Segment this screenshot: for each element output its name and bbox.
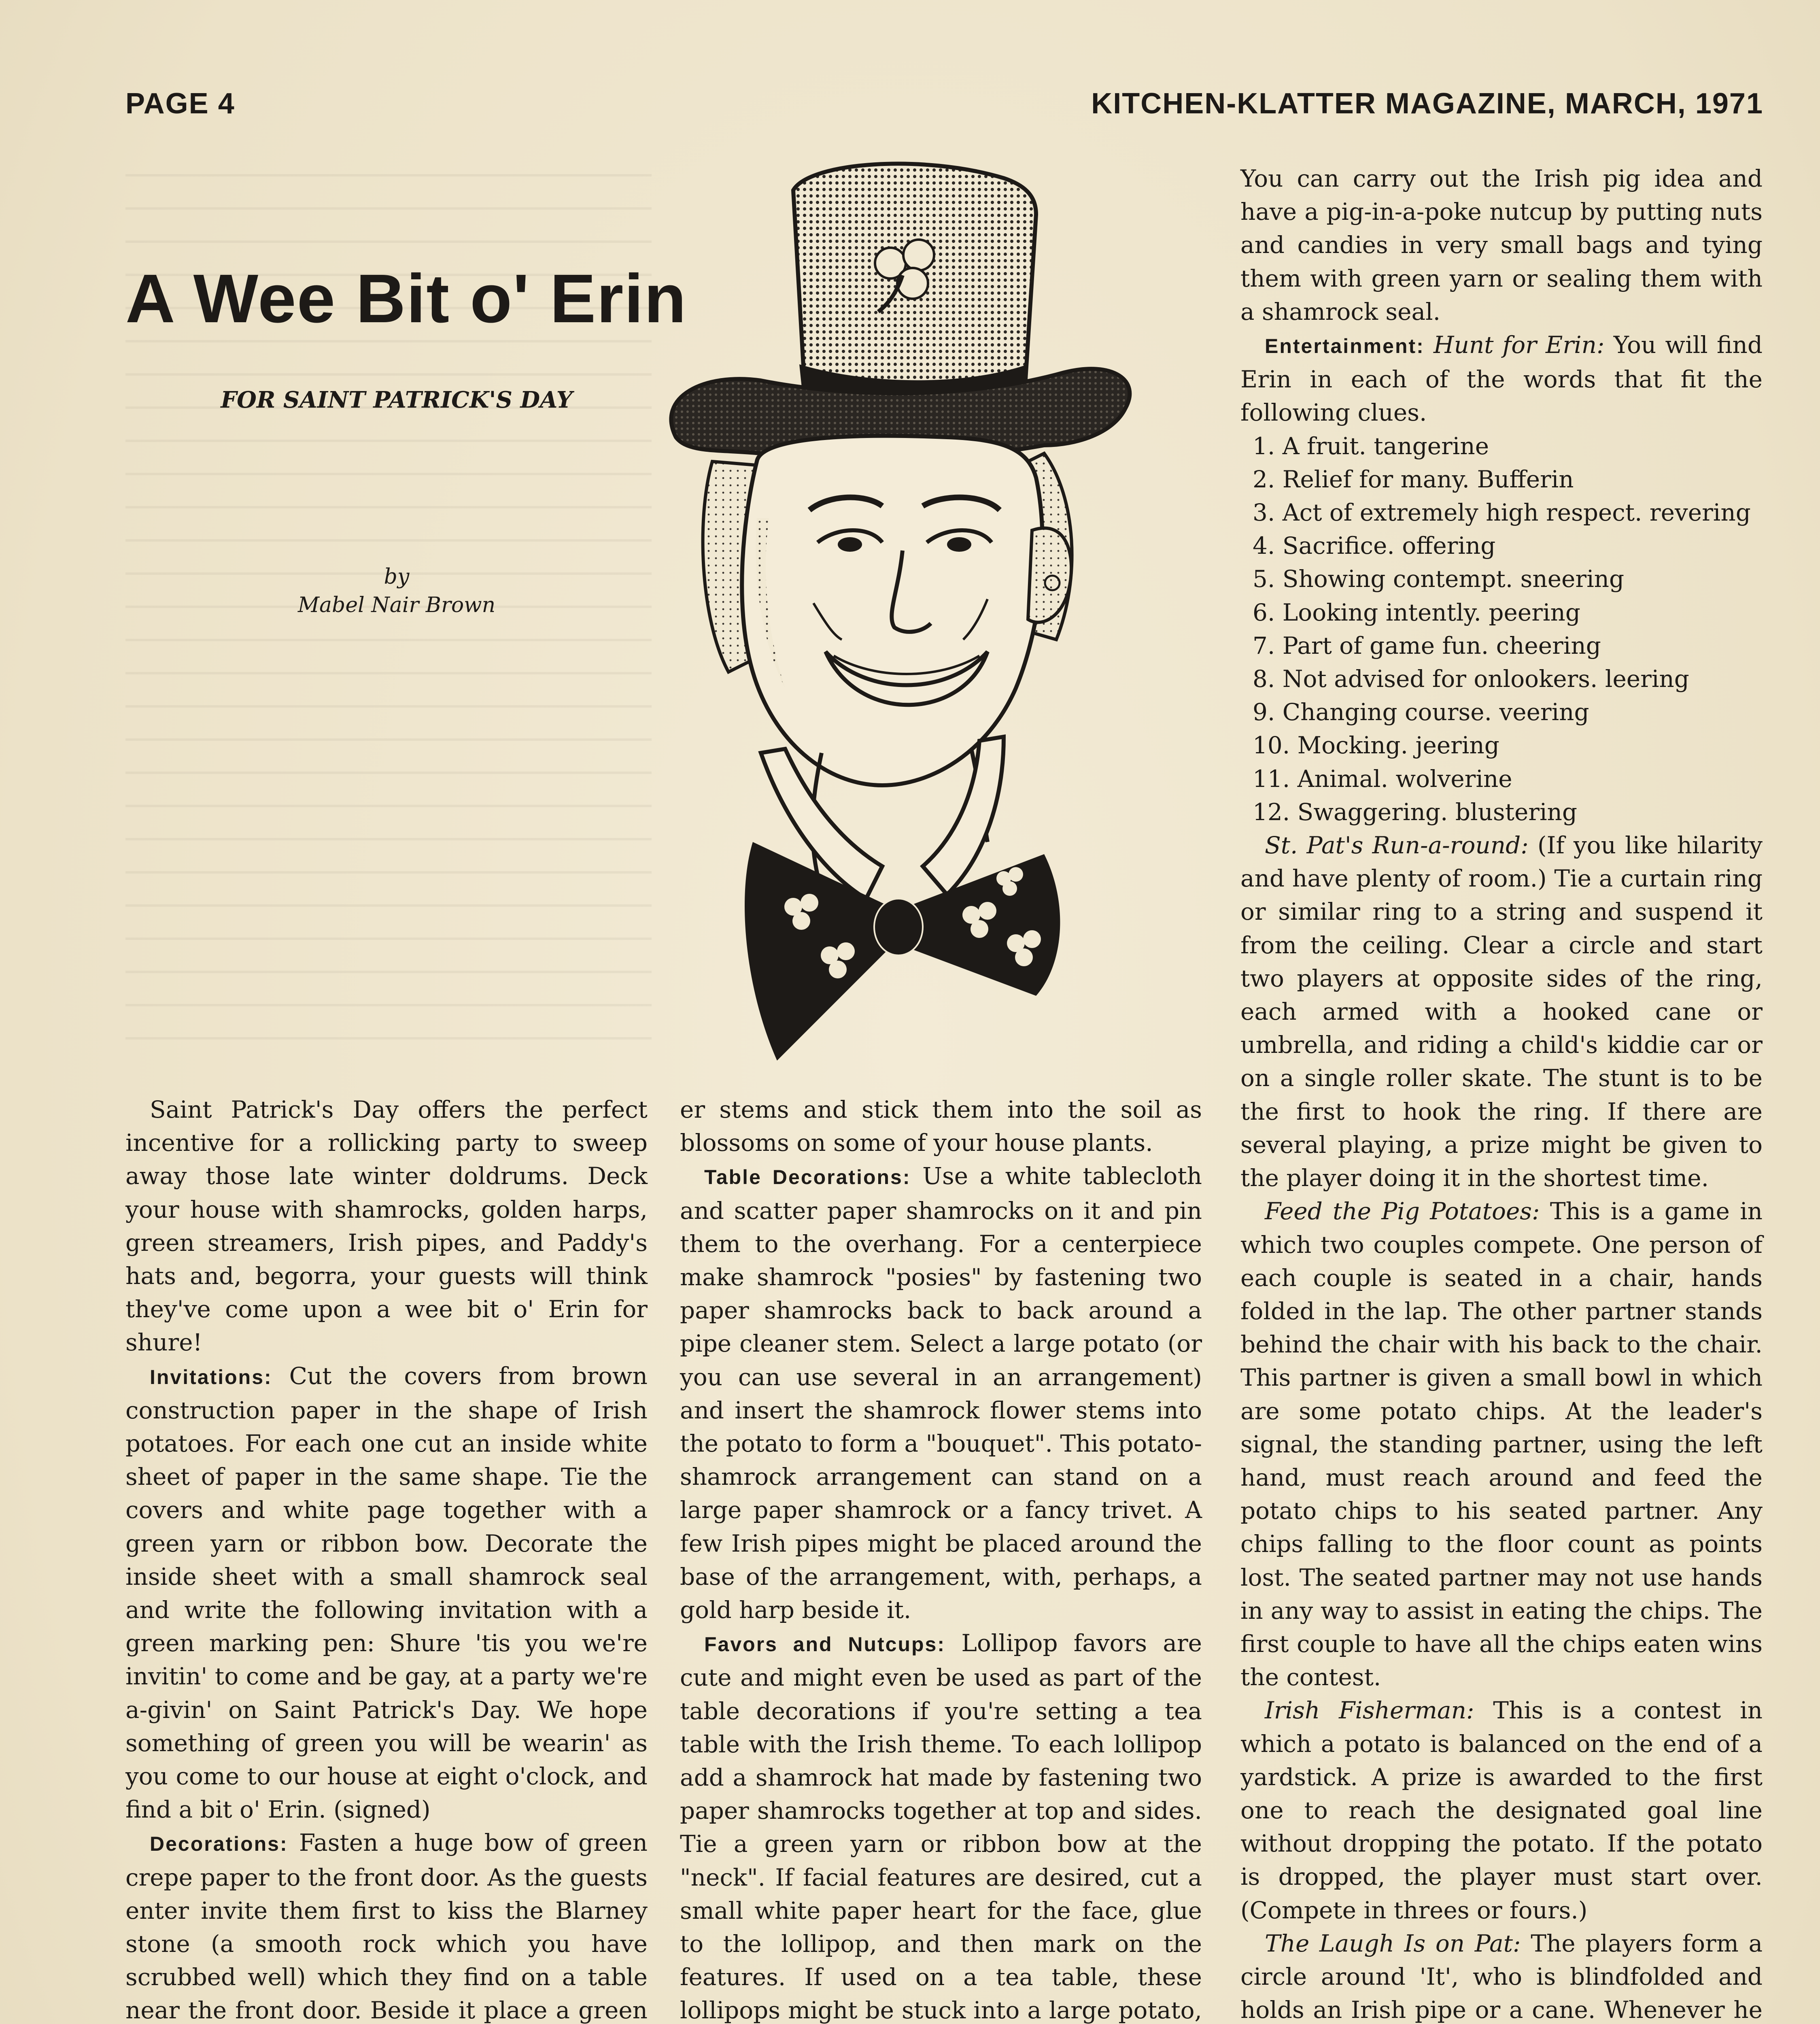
table-decorations-heading: Table Decorations: bbox=[704, 1166, 911, 1189]
table-decorations-paragraph bbox=[680, 1159, 1202, 1626]
byline-author: Mabel Nair Brown bbox=[297, 593, 496, 617]
list-item: 2. Relief for many. Bufferin bbox=[1253, 465, 1574, 493]
article-title: A Wee Bit o' Erin bbox=[125, 260, 687, 337]
invitations-paragraph bbox=[125, 1359, 648, 1826]
pig-nutcup-paragraph: You can carry out the Irish pig idea and have a pig-in-a-poke nutcup by putting nuts and candies in very small bags and tying them with green yarn or sealing them with a shamrock seal. bbox=[1240, 165, 1763, 325]
hunt-for-erin-title: Hunt for Erin: bbox=[1433, 331, 1605, 359]
invitations-heading: Invitations: bbox=[150, 1365, 272, 1388]
invitations-text: Cut the covers from brown construction paper in the shape of Irish potatoes. For each one cut an inside white sheet of paper in the same shape. Tie the covers and white page together with a green yarn or ribbon bow. Decorate the inside sheet with a small shamrock seal and write the following invitation with a green marking pen: Shure 'tis you we're invitin' to come and be gay, at a party we're a-givin' on Saint Patrick's Day. We hope something of green you will be wearin' as you come to our house at eight o'clock, and find a bit o' Erin. (signed) bbox=[125, 1362, 648, 1824]
article-column-3 bbox=[1240, 162, 1763, 2024]
irish-fisherman-title: Irish Fisherman: bbox=[1265, 1697, 1474, 1724]
continued-paragraph: er stems and stick them into the soil as blossoms on some of your house plants. bbox=[680, 1096, 1202, 1157]
article-column-2 bbox=[680, 1093, 1202, 2024]
entertainment-heading: Entertainment: bbox=[1265, 335, 1425, 358]
list-item: 3. Act of extremely high respect. revering bbox=[1253, 499, 1751, 527]
magazine-title-date: KITCHEN-KLATTER MAGAZINE, MARCH, 1971 bbox=[1091, 87, 1763, 120]
run-a-round-title: St. Pat's Run-a-round: bbox=[1265, 831, 1529, 859]
list-item: 8. Not advised for onlookers. leering bbox=[1253, 665, 1689, 693]
list-item: 6. Looking intently. peering bbox=[1253, 598, 1580, 626]
decorations-paragraph bbox=[125, 1826, 648, 2024]
run-a-round-text: (If you like hilarity and have plenty of room.) Tie a curtain ring or similar ring to a string and suspend it from the ceiling. Clear a circle and start two players at opposite sides of the ring, each armed with a hooked cane or umbrella, and riding a child's kiddie car or on a single roller skate. The stunt is to be the first to hook the ring. If there are several playing, a prize might be given to the player doing it in the shortest time. bbox=[1240, 831, 1763, 1192]
list-item: 4. Sacrifice. offering bbox=[1253, 532, 1496, 560]
list-item: 7. Part of game fun. cheering bbox=[1253, 631, 1601, 659]
laugh-on-pat-text: The players form a circle around 'It', who is blindfolded and holds an Irish pipe or a cane. Whenever he bbox=[1240, 1929, 1763, 2024]
feed-the-pig-text: This is a game in which two couples compete. One person of each couple is seated in a chair, hands folded in the lap. The other partner stands behind the chair with his back to the chair. This partner is given a small bowl in which are some potato chips. At the leader's signal, the standing partner, using the left hand, must reach around and feed the potato chips to his seated partner. Any chips falling to the floor count as points lost. The seated partner may not use hands in any way to assist in eating the chips. The first couple to have all the chips eaten wins the contest. bbox=[1240, 1197, 1763, 1691]
intro-paragraph: Saint Patrick's Day offers the perfect incentive for a rollicking party to sweep away those late winter doldrums. Deck your house with shamrocks, golden harps, green streamers, Irish pipes, and Paddy's hats and, begorra, your guests will think they've come upon a wee bit o' Erin for shure! bbox=[125, 1096, 648, 1356]
favors-heading: Favors and Nutcups: bbox=[704, 1633, 946, 1656]
laugh-on-pat-paragraph bbox=[1240, 1927, 1763, 2024]
list-item: 10. Mocking. jeering bbox=[1253, 731, 1499, 759]
entertainment-text: You will find Erin in each of the words that fit the following clues. bbox=[1240, 331, 1763, 427]
irish-fisherman-paragraph bbox=[1240, 1694, 1763, 1926]
article-column-1 bbox=[125, 1093, 648, 2024]
leprechaun-illustration-icon bbox=[639, 154, 1141, 1077]
favors-text: Lollipop favors are cute and might even be used as part of the table decorations if you're setting a tea table with the Irish theme. To each lollipop add a shamrock hat made by fastening two paper shamrocks together at top and sides. Tie a green yarn or ribbon bow at the "neck". If facial features are desired, cut a small white paper heart for the face, glue to the lollipop, and then mark on the features. If used on a tea table, these lollipops might be stuck into a large potato, bbox=[680, 1629, 1202, 2024]
list-item: 1. A fruit. tangerine bbox=[1253, 432, 1489, 460]
list-item: 9. Changing course. veering bbox=[1253, 698, 1589, 726]
feed-the-pig-title: Feed the Pig Potatoes: bbox=[1265, 1197, 1540, 1225]
decorations-heading: Decorations: bbox=[150, 1833, 288, 1856]
feed-the-pig-paragraph bbox=[1240, 1195, 1763, 1694]
table-decorations-text: Use a white tablecloth and scatter paper shamrocks on it and pin them to the overhang. For a centerpiece make shamrock "posies" by fastening two paper shamrocks back to back around a pipe cleaner stem. Select a large potato (or you can use several in an arrangement) and insert the shamrock flower stems into the potato to form a "bouquet". This potato-shamrock arrangement can stand on a large paper shamrock or a fancy trivet. A few Irish pipes might be placed around the base of the arrangement, with, perhaps, a gold harp beside it. bbox=[680, 1162, 1202, 1624]
decorations-text: Fasten a huge bow of green crepe paper to the front door. As the guests enter invite them first to kiss the Blarney stone (a smooth rock which you have scrubbed well) which they find on a table near the front door. Beside it place a green bbox=[125, 1829, 648, 2024]
entertainment-paragraph bbox=[1240, 328, 1763, 429]
run-a-round-paragraph bbox=[1240, 829, 1763, 1195]
page-header bbox=[125, 87, 1763, 123]
article-subtitle: FOR SAINT PATRICK'S DAY bbox=[221, 387, 573, 413]
laugh-on-pat-title: The Laugh Is on Pat: bbox=[1265, 1929, 1521, 1957]
list-item: 12. Swaggering. blustering bbox=[1253, 798, 1578, 826]
favors-paragraph bbox=[680, 1626, 1202, 2024]
byline-by: by bbox=[384, 565, 410, 589]
page-number: PAGE 4 bbox=[125, 87, 235, 120]
irish-fisherman-text: This is a contest in which a potato is balanced on the end of a yardstick. A prize is awarded to the first one to reach the designated goal line without dropping the potato. If the potato is dropped, the player must start over. (Compete in threes or fours.) bbox=[1240, 1697, 1763, 1924]
list-item: 11. Animal. wolverine bbox=[1253, 765, 1512, 793]
list-item: 5. Showing contempt. sneering bbox=[1253, 565, 1625, 593]
